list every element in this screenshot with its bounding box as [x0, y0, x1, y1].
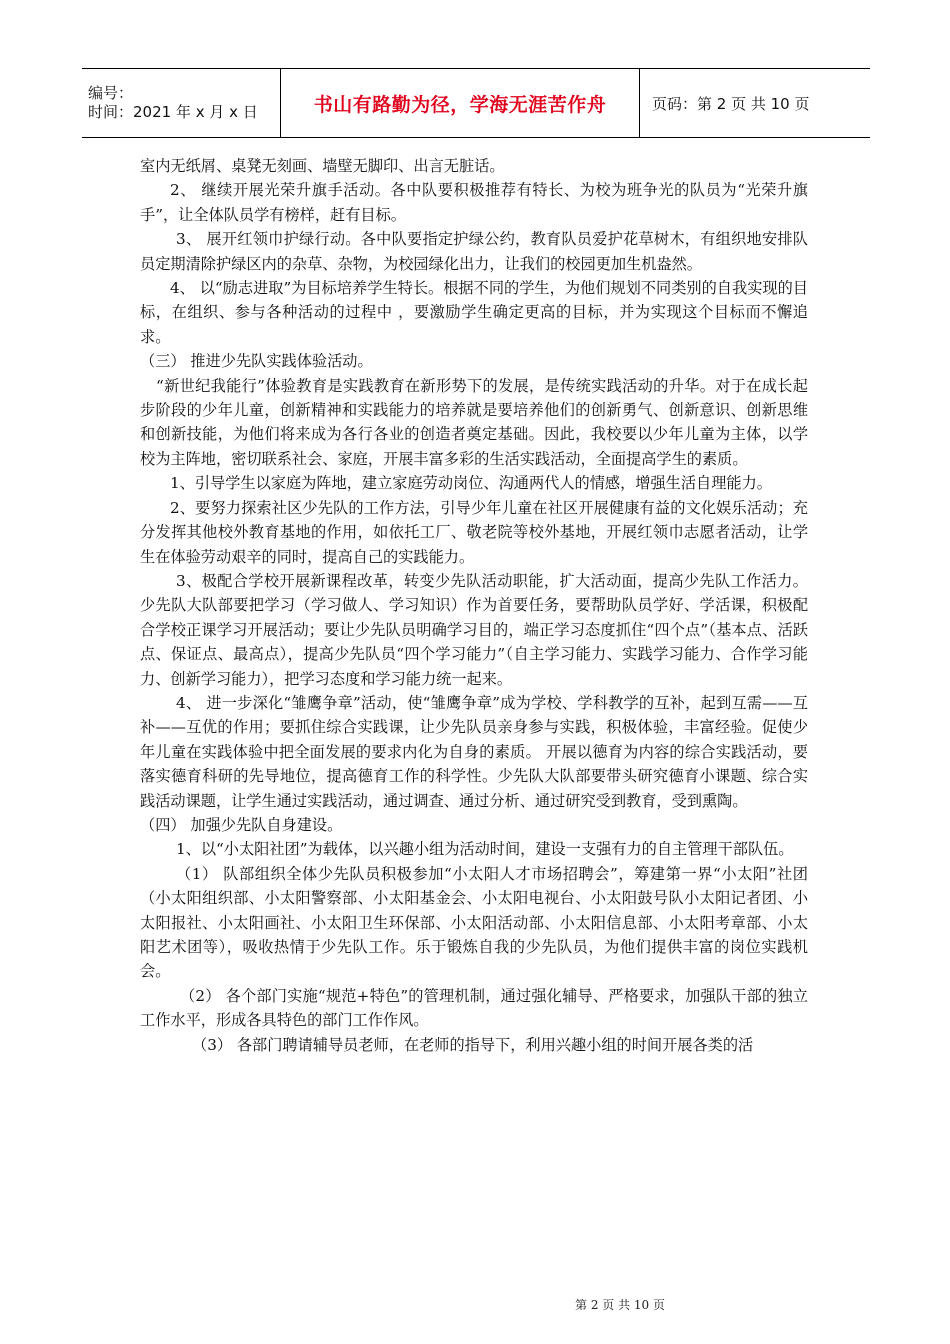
body-paragraph: （2） 各个部门实施“规范+特色”的管理机制，通过强化辅导、严格要求，加强队干部的独立工作水平，形成各具特色的部门工作作风。: [140, 986, 808, 1030]
footer-page-number: 第 2 页 共 10 页: [575, 1298, 665, 1312]
body-paragraph: 4、 进一步深化“雏鹰争章”活动，使“雏鹰争章”成为学校、学科教学的互补，起到互需——互补——互优的作用；要抓住综合实践课，让少先队员亲身参与实践，积极体验，丰富经验。促使少年儿童在实践体验中把全面发展的要求内化为自身的素质。 开展以德育为内容的综合实践活动，要落实德育科研的先导地位，提高德育工作的科学性。少先队大队部要带头研究德育小课题、综合实践活动课题，让学生通过实践活动，通过调查、通过分析、通过研究受到教育，受到熏陶。: [140, 693, 808, 810]
body-paragraph: （四） 加强少先队自身建设。: [140, 815, 343, 834]
body-paragraph: （1） 队部组织全体少先队员积极参加“小太阳人才市场招聘会”，筹建第一界“小太阳”社团（小太阳组织部、小太阳警察部、小太阳基金会、小太阳电视台、小太阳鼓号队小太阳记者团、小太阳报社、小太阳画社、小太阳卫生环保部、小太阳活动部、小太阳信息部、小太阳考章部、小太阳艺术团等），吸收热情于少先队工作。乐于锻炼自我的少先队员，为他们提供丰富的岗位实践机会。: [140, 864, 808, 981]
body-paragraph: （三） 推进少先队实践体验活动。: [140, 352, 373, 371]
body-paragraph: 1、以“小太阳社团”为载体，以兴趣小组为活动时间，建设一支强有力的自主管理干部队伍。: [176, 840, 794, 859]
body-paragraph: 4、 以“励志进取”为目标培养学生特长。根据不同的学生，为他们规划不同类别的自我实现的目标，在组织、参与各种活动的过程中 ，要激励学生确定更高的目标，并为实现这个目标而不懈追求。: [140, 279, 808, 346]
document-body: [140, 154, 808, 1057]
body-paragraph: 3、 展开红领巾护绿行动。各中队要指定护绿公约，教育队员爱护花草树木，有组织地安排队员定期清除护绿区内的杂草、杂物，为校园绿化出力，让我们的校园更加生机盎然。: [140, 230, 808, 273]
body-paragraph: 3、极配合学校开展新课程改革，转变少先队活动职能，扩大活动面，提高少先队工作活力。少先队大队部要把学习（学习做人、学习知识）作为首要任务，要帮助队员学好、学活课，积极配合学校正课学习开展活动；要让少先队员明确学习目的，端正学习态度抓住“四个点”（基本点、活跃点、保证点、最高点），提高少先队员“四个学习能力”（自主学习能力、实践学习能力、合作学习能力、创新学习能力），把学习态度和学习能力统一起来。: [140, 571, 808, 688]
page-footer: [0, 1296, 950, 1313]
body-paragraph: “新世纪我能行”体验教育是实践教育在新形势下的发展，是传统实践活动的升华。对于在成长起步阶段的少年儿童，创新精神和实践能力的培养就是要培养他们的创新勇气、创新意识、创新思维和创新技能，为他们将来成为各行各业的创造者奠定基础。因此，我校要以少年儿童为主体，以学校为主阵地，密切联系社会、家庭，开展丰富多彩的生活实践活动，全面提高学生的素质。: [140, 376, 808, 468]
document-date-label: 时间：2021 年 x 月 x 日: [88, 103, 258, 121]
page-header: [82, 68, 870, 138]
body-paragraph: 1、引导学生以家庭为阵地，建立家庭劳动岗位、沟通两代人的情感，增强生活自理能力。: [170, 474, 772, 493]
header-motto: 书山有路勤为径，学海无涯苦作舟: [280, 69, 640, 137]
header-page-label: 页码：第 2 页 共 10 页: [652, 94, 810, 113]
body-paragraph: 室内无纸屑、桌凳无刻画、墙壁无脚印、出言无脏话。: [140, 157, 505, 175]
body-paragraph: （3） 各部门聘请辅导员老师，在老师的指导下，利用兴趣小组的时间开展各类的活: [192, 1035, 754, 1054]
body-paragraph: 2、要努力探索社区少先队的工作方法，引导少年儿童在社区开展健康有益的文化娱乐活动；充分发挥其他校外教育基地的作用，如依托工厂、敬老院等校外基地，开展红领巾志愿者活动，让学生在体验劳动艰辛的同时，提高自己的实践能力。: [140, 498, 808, 566]
header-meta: [82, 69, 280, 137]
body-paragraph: 2、 继续开展光荣升旗手活动。各中队要积极推荐有特长、为校为班争光的队员为“光荣升旗手”，让全体队员学有榜样，赶有目标。: [140, 181, 808, 224]
document-number-label: 编号：: [88, 84, 134, 102]
